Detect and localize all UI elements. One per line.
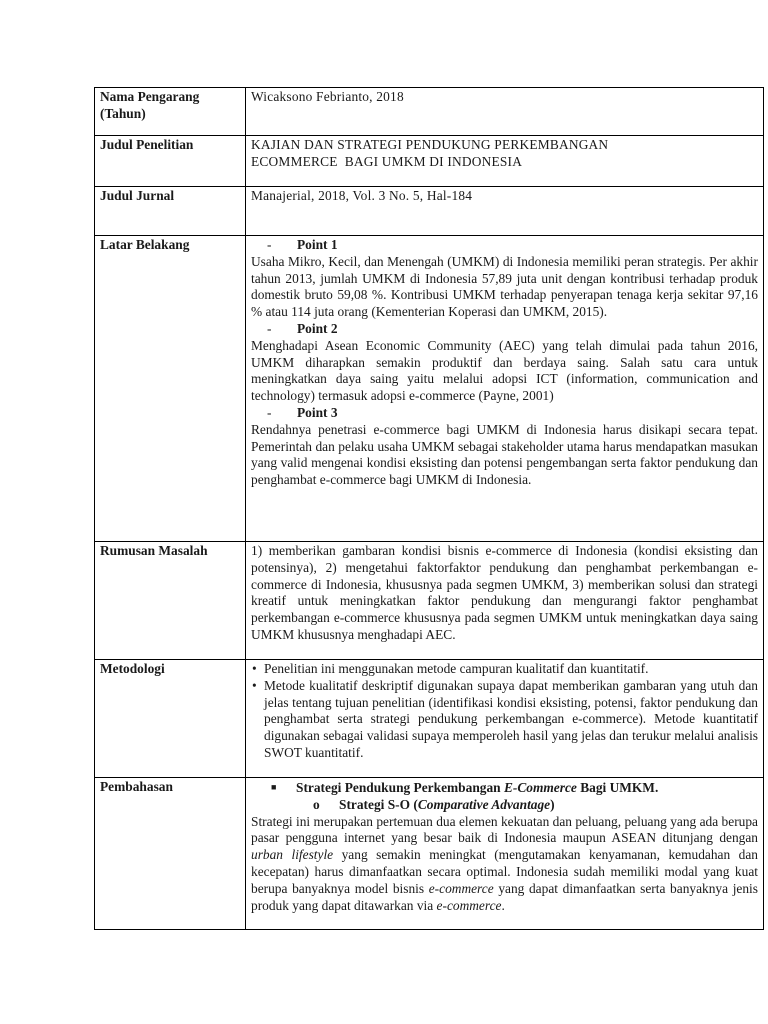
label-author-line1: Nama Pengarang [100,89,200,104]
square-bullet-icon: ■ [271,782,277,792]
row-background [95,236,764,542]
bullet-icon: • [252,661,257,676]
row-method [95,660,764,778]
strategy-so-italic: Comparative Advantage [417,796,551,812]
value-background [246,236,764,542]
discussion-heading-italic: E-Commerce [503,780,577,795]
value-problem: 1) memberikan gambaran kondisi bisnis e-commerce di Indonesia (kondisi eksisting dan potensinya), 2) mengetahui faktorfaktor pendukung dan penghambat perkembangan e-commerce di Indonesia, khususnya pada segmen UMKM, 3) memberikan solusi dan strategi kreatif untuk meningkatkan faktor pendukung dan mengurangi faktor penghambat perkembangan e-commerce khususnya pada segmen UMKM untuk meningkatkan daya saing UMKM khususnya menghadapi AEC. [246,542,764,660]
strategy-so-tail: ) [550,796,555,812]
circle-bullet-icon: o [313,796,320,812]
discussion-text-e: yang dapat dimanfaatkan serta banyaknya jenis produk yang dapat ditawarkan via [251,880,758,913]
row-title [95,136,764,187]
label-journal: Judul Jurnal [95,187,246,236]
label-title: Judul Penelitian [95,136,246,187]
point-3-heading [251,405,758,422]
dash-marker: - [267,404,272,420]
row-journal [95,187,764,236]
value-title-line1: KAJIAN DAN STRATEGI PENDUKUNG PERKEMBANGAN [251,137,609,152]
point-1-heading [251,237,758,254]
discussion-text-b: urban lifestyle [251,847,334,863]
point-1-text: Usaha Mikro, Kecil, dan Menengah (UMKM) di Indonesia memiliki peran strategis. Per akhir tahun 2013, jumlah UMKM di Indonesia 57,89 juta unit dengan kontribusi terhadap produk domestik bruto 59,08 %. Kontribusi UMKM terhadap penyerapan tenaga kerja sekitar 97,16 % atau 114 juta orang (Kementerian Koperasi dan UMKM, 2015). [251,253,758,320]
method-item-1 [251,661,758,678]
discussion-text-c: yang semakin meningkat (mengutamakan kenyamanan, kemudahan dan kecepatan) harus dimanfaatkan secara optimal. Indonesia sudah memiliki modal yang kuat berupa banyaknya model bisnis [251,847,758,896]
discussion-text-d: e-commerce [428,880,494,896]
label-background: Latar Belakang [95,236,246,542]
row-author [95,88,764,136]
point-2-text: Menghadapi Asean Economic Community (AEC) yang telah dimulai pada tahun 2016, UMKM diharapkan semakin produktif dan berdaya saing. Salah satu cara untuk meningkatkan daya saing yaitu melalui adopsi ICT (information, communication and technology) termasuk adopsi e-commerce (Payne, 2001) [251,337,758,404]
method-item-1-text: Penelitian ini menggunakan metode campuran kualitatif dan kuantitatif. [264,661,649,676]
discussion-text-f: e-commerce [436,897,502,913]
point-3-title: Point 3 [297,404,338,420]
point-3-text: Rendahnya penetrasi e-commerce bagi UMKM di Indonesia harus disikapi secara tepat. Pemerintah dan pelaku usaha UMKM sebagai stakeholder utama harus mendapatkan masukan yang valid mengenai kondisi eksisting dan potensi pengembangan serta faktor pendukung dan penghambat e-commerce bagi UMKM di Indonesia. [251,421,758,488]
value-author: Wicaksono Febrianto, 2018 [246,88,764,136]
discussion-heading-tail: Bagi UMKM. [576,780,659,795]
label-author-line2: (Tahun) [100,105,146,121]
discussion-text-g: . [501,897,505,913]
value-journal: Manajerial, 2018, Vol. 3 No. 5, Hal-184 [246,187,764,236]
discussion-heading-text: Strategi Pendukung Perkembangan [296,780,504,795]
row-discussion [95,778,764,930]
dash-marker: - [267,237,272,252]
discussion-text-a: Strategi ini merupakan pertemuan dua elemen kekuatan dan peluang, peluang yang ada berupa pasar pengguna internet yang besar baik di Indonesia maupun ASEAN ditunjang dengan [251,813,758,846]
label-method: Metodologi [95,660,246,778]
point-1-title: Point 1 [297,237,338,252]
row-problem [95,542,764,660]
strategy-so-heading [251,797,758,814]
value-method [246,660,764,778]
strategy-so-text: Strategi S-O ( [339,796,418,812]
label-discussion: Pembahasan [95,778,246,930]
point-2-heading [251,321,758,338]
value-title-line2: ECOMMERCE BAGI UMKM DI INDONESIA [251,153,523,169]
value-discussion [246,778,764,930]
method-item-2 [251,678,758,762]
discussion-text [251,814,758,915]
value-title [246,136,764,187]
literature-review-table [94,87,764,930]
point-2-title: Point 2 [297,320,338,336]
label-problem: Rumusan Masalah [95,542,246,660]
discussion-heading [251,779,758,797]
label-author [95,88,246,136]
bullet-icon: • [252,677,257,693]
method-list [251,661,758,762]
method-item-2-text: Metode kualitatif deskriptif digunakan supaya dapat memberikan gambaran yang utuh dan jelas tentang tujuan penelitian (identifikasi kondisi eksisting, potensi, faktor pendukung dan penghambat serta strategi pendukung perkembangan e-commerce). Metode kuantitatif digunakan sebagai validasi supaya memperoleh hasil yang jelas dan terukur melalui analisis SWOT kuantitatif. [264,677,758,760]
dash-marker: - [267,320,272,336]
